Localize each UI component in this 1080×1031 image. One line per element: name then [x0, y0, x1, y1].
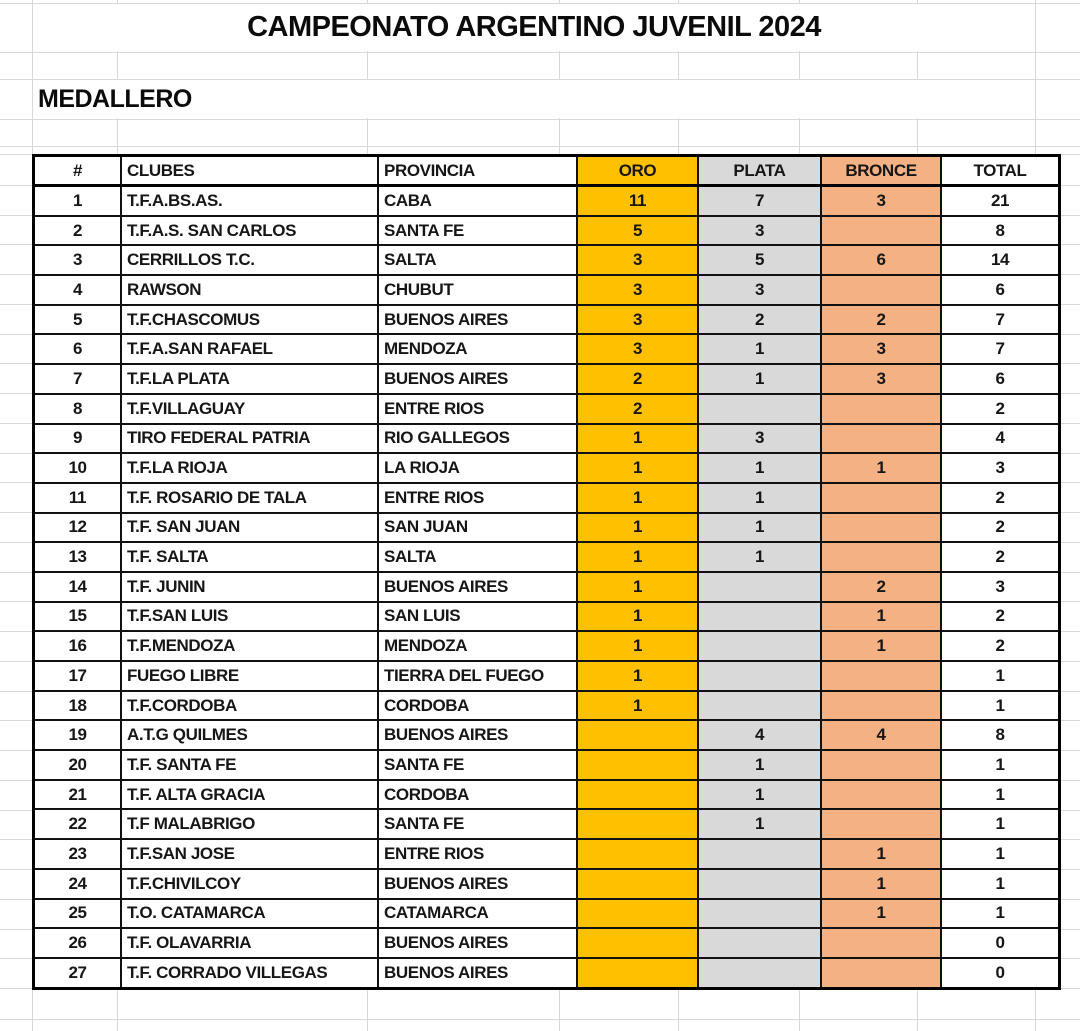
gridline — [0, 146, 1080, 147]
table-row — [34, 513, 1060, 543]
cell-provincia[interactable]: SALTA — [378, 245, 577, 275]
cell-plata[interactable]: 5 — [698, 245, 821, 275]
cell-oro[interactable]: 1 — [577, 572, 698, 602]
section-label: MEDALLERO — [38, 84, 192, 113]
cell-bronce[interactable] — [821, 780, 941, 810]
cell-provincia[interactable]: CATAMARCA — [378, 899, 577, 929]
cell-rank[interactable]: 17 — [34, 661, 122, 691]
cell-bronce[interactable]: 1 — [821, 453, 941, 483]
cell-club[interactable]: T.F. SALTA — [121, 542, 378, 572]
cell-bronce[interactable]: 2 — [821, 305, 941, 335]
cell-total[interactable]: 3 — [941, 453, 1060, 483]
cell-bronce[interactable] — [821, 275, 941, 305]
table-row — [34, 958, 1060, 988]
cell-rank[interactable]: 3 — [34, 245, 122, 275]
cell-total[interactable]: 4 — [941, 424, 1060, 454]
cell-plata[interactable] — [698, 661, 821, 691]
table-row — [34, 394, 1060, 424]
cell-total[interactable]: 1 — [941, 661, 1060, 691]
cell-oro[interactable]: 5 — [577, 216, 698, 246]
header-cell-provincia[interactable]: PROVINCIA — [378, 156, 577, 186]
cell-provincia[interactable]: MENDOZA — [378, 334, 577, 364]
cell-plata[interactable] — [698, 691, 821, 721]
cell-bronce[interactable] — [821, 691, 941, 721]
cell-provincia[interactable]: CORDOBA — [378, 691, 577, 721]
cell-bronce[interactable] — [821, 394, 941, 424]
cell-bronce[interactable]: 3 — [821, 186, 941, 216]
cell-rank[interactable]: 22 — [34, 809, 122, 839]
cell-rank[interactable]: 23 — [34, 839, 122, 869]
table-row — [34, 334, 1060, 364]
cell-oro[interactable]: 3 — [577, 305, 698, 335]
cell-club[interactable]: T.F. SAN JUAN — [121, 513, 378, 543]
cell-provincia[interactable]: SAN LUIS — [378, 602, 577, 632]
cell-provincia[interactable]: CABA — [378, 186, 577, 216]
cell-oro[interactable] — [577, 750, 698, 780]
cell-oro[interactable]: 3 — [577, 245, 698, 275]
header-cell-bronce[interactable]: BRONCE — [821, 156, 941, 186]
gridline — [0, 1019, 1080, 1020]
cell-club[interactable]: T.F.SAN LUIS — [121, 602, 378, 632]
table-row — [34, 483, 1060, 513]
cell-total[interactable]: 7 — [941, 305, 1060, 335]
cell-rank[interactable]: 20 — [34, 750, 122, 780]
cell-plata[interactable]: 1 — [698, 483, 821, 513]
header-cell-total[interactable]: TOTAL — [941, 156, 1060, 186]
header-cell-plata[interactable]: PLATA — [698, 156, 821, 186]
cell-club[interactable]: T.F. SANTA FE — [121, 750, 378, 780]
cell-oro[interactable]: 2 — [577, 364, 698, 394]
cell-total[interactable]: 1 — [941, 869, 1060, 899]
cell-provincia[interactable]: SANTA FE — [378, 216, 577, 246]
cell-bronce[interactable] — [821, 809, 941, 839]
table-row — [34, 542, 1060, 572]
table-row — [34, 899, 1060, 929]
header-row — [34, 156, 1060, 186]
header-cell-clubes[interactable]: CLUBES — [121, 156, 378, 186]
header-cell-rank[interactable]: # — [34, 156, 122, 186]
cell-provincia[interactable]: BUENOS AIRES — [378, 720, 577, 750]
cell-provincia[interactable]: ENTRE RIOS — [378, 839, 577, 869]
cell-rank[interactable]: 18 — [34, 691, 122, 721]
cell-club[interactable]: FUEGO LIBRE — [121, 661, 378, 691]
cell-bronce[interactable] — [821, 750, 941, 780]
table-row — [34, 572, 1060, 602]
cell-oro[interactable]: 3 — [577, 275, 698, 305]
cell-oro[interactable] — [577, 780, 698, 810]
cell-rank[interactable]: 6 — [34, 334, 122, 364]
cell-provincia[interactable]: BUENOS AIRES — [378, 869, 577, 899]
table-row — [34, 661, 1060, 691]
cell-bronce[interactable]: 1 — [821, 899, 941, 929]
cell-bronce[interactable]: 3 — [821, 364, 941, 394]
cell-plata[interactable] — [698, 869, 821, 899]
cell-plata[interactable] — [698, 899, 821, 929]
cell-provincia[interactable]: LA RIOJA — [378, 453, 577, 483]
cell-club[interactable]: T.F.CHASCOMUS — [121, 305, 378, 335]
gridline — [0, 52, 1080, 53]
cell-plata[interactable] — [698, 394, 821, 424]
table-row — [34, 691, 1060, 721]
cell-club[interactable]: T.F. ALTA GRACIA — [121, 780, 378, 810]
cell-total[interactable]: 2 — [941, 542, 1060, 572]
table-row — [34, 453, 1060, 483]
cell-total[interactable]: 3 — [941, 572, 1060, 602]
cell-oro[interactable] — [577, 899, 698, 929]
table-row — [34, 602, 1060, 632]
cell-club[interactable]: T.F.SAN JOSE — [121, 839, 378, 869]
cell-rank[interactable]: 16 — [34, 631, 122, 661]
cell-total[interactable]: 2 — [941, 483, 1060, 513]
cell-bronce[interactable] — [821, 216, 941, 246]
cell-club[interactable]: CERRILLOS T.C. — [121, 245, 378, 275]
cell-plata[interactable]: 1 — [698, 334, 821, 364]
cell-total[interactable]: 1 — [941, 839, 1060, 869]
cell-club[interactable]: T.F.LA RIOJA — [121, 453, 378, 483]
cell-total[interactable]: 2 — [941, 394, 1060, 424]
cell-oro[interactable]: 1 — [577, 631, 698, 661]
cell-plata[interactable]: 1 — [698, 542, 821, 572]
table-row — [34, 750, 1060, 780]
cell-club[interactable]: T.F.A.S. SAN CARLOS — [121, 216, 378, 246]
table-row — [34, 720, 1060, 750]
cell-bronce[interactable] — [821, 483, 941, 513]
cell-total[interactable]: 8 — [941, 216, 1060, 246]
cell-plata[interactable]: 7 — [698, 186, 821, 216]
section-label-cell[interactable] — [38, 80, 438, 118]
cell-plata[interactable] — [698, 631, 821, 661]
table-row — [34, 186, 1060, 216]
cell-bronce[interactable]: 1 — [821, 839, 941, 869]
cell-provincia[interactable]: ENTRE RIOS — [378, 394, 577, 424]
gridline — [0, 119, 1080, 120]
table-row — [34, 364, 1060, 394]
cell-oro[interactable]: 2 — [577, 394, 698, 424]
cell-rank[interactable]: 10 — [34, 453, 122, 483]
cell-provincia[interactable]: RIO GALLEGOS — [378, 424, 577, 454]
cell-rank[interactable]: 9 — [34, 424, 122, 454]
cell-plata[interactable]: 2 — [698, 305, 821, 335]
cell-rank[interactable]: 8 — [34, 394, 122, 424]
table-row — [34, 216, 1060, 246]
cell-rank[interactable]: 21 — [34, 780, 122, 810]
cell-plata[interactable] — [698, 839, 821, 869]
cell-provincia[interactable]: BUENOS AIRES — [378, 305, 577, 335]
table-row — [34, 928, 1060, 958]
cell-club[interactable]: T.F. JUNIN — [121, 572, 378, 602]
table-row — [34, 780, 1060, 810]
cell-rank[interactable]: 12 — [34, 513, 122, 543]
cell-club[interactable]: T.F.LA PLATA — [121, 364, 378, 394]
cell-total[interactable]: 0 — [941, 928, 1060, 958]
cell-bronce[interactable]: 3 — [821, 334, 941, 364]
cell-oro[interactable]: 1 — [577, 661, 698, 691]
sheet-title: CAMPEONATO ARGENTINO JUVENIL 2024 — [247, 11, 821, 43]
cell-provincia[interactable]: SANTA FE — [378, 750, 577, 780]
cell-plata[interactable]: 3 — [698, 216, 821, 246]
cell-bronce[interactable] — [821, 424, 941, 454]
cell-rank[interactable]: 11 — [34, 483, 122, 513]
cell-total[interactable]: 14 — [941, 245, 1060, 275]
cell-bronce[interactable]: 1 — [821, 631, 941, 661]
cell-club[interactable]: T.F.VILLAGUAY — [121, 394, 378, 424]
cell-total[interactable]: 1 — [941, 780, 1060, 810]
cell-provincia[interactable]: SANTA FE — [378, 809, 577, 839]
cell-bronce[interactable]: 2 — [821, 572, 941, 602]
table-row — [34, 631, 1060, 661]
cell-oro[interactable]: 1 — [577, 691, 698, 721]
cell-rank[interactable]: 4 — [34, 275, 122, 305]
cell-plata[interactable]: 1 — [698, 809, 821, 839]
cell-total[interactable]: 1 — [941, 899, 1060, 929]
table-row — [34, 839, 1060, 869]
cell-plata[interactable]: 1 — [698, 453, 821, 483]
cell-total[interactable]: 0 — [941, 958, 1060, 988]
cell-oro[interactable]: 1 — [577, 483, 698, 513]
cell-club[interactable]: TIRO FEDERAL PATRIA — [121, 424, 378, 454]
cell-bronce[interactable] — [821, 661, 941, 691]
cell-club[interactable]: T.F.MENDOZA — [121, 631, 378, 661]
cell-rank[interactable]: 25 — [34, 899, 122, 929]
cell-total[interactable]: 8 — [941, 720, 1060, 750]
cell-rank[interactable]: 7 — [34, 364, 122, 394]
cell-club[interactable]: T.F.A.SAN RAFAEL — [121, 334, 378, 364]
cell-oro[interactable]: 3 — [577, 334, 698, 364]
cell-club[interactable]: T.F. OLAVARRIA — [121, 928, 378, 958]
table-row — [34, 275, 1060, 305]
cell-club[interactable]: T.O. CATAMARCA — [121, 899, 378, 929]
cell-rank[interactable]: 19 — [34, 720, 122, 750]
cell-total[interactable]: 1 — [941, 691, 1060, 721]
cell-plata[interactable] — [698, 928, 821, 958]
cell-oro[interactable]: 1 — [577, 542, 698, 572]
cell-oro[interactable] — [577, 720, 698, 750]
cell-club[interactable]: T.F. ROSARIO DE TALA — [121, 483, 378, 513]
cell-club[interactable]: RAWSON — [121, 275, 378, 305]
cell-provincia[interactable]: TIERRA DEL FUEGO — [378, 661, 577, 691]
cell-club[interactable]: T.F.CORDOBA — [121, 691, 378, 721]
cell-oro[interactable] — [577, 809, 698, 839]
cell-plata[interactable]: 1 — [698, 780, 821, 810]
cell-provincia[interactable]: BUENOS AIRES — [378, 958, 577, 988]
cell-provincia[interactable]: CORDOBA — [378, 780, 577, 810]
cell-bronce[interactable]: 1 — [821, 602, 941, 632]
cell-rank[interactable]: 26 — [34, 928, 122, 958]
cell-oro[interactable] — [577, 958, 698, 988]
cell-oro[interactable]: 11 — [577, 186, 698, 216]
cell-bronce[interactable]: 1 — [821, 869, 941, 899]
cell-rank[interactable]: 5 — [34, 305, 122, 335]
cell-provincia[interactable]: SAN JUAN — [378, 513, 577, 543]
cell-oro[interactable] — [577, 869, 698, 899]
medal-table-grid — [32, 154, 1061, 990]
cell-plata[interactable] — [698, 958, 821, 988]
cell-oro[interactable]: 1 — [577, 453, 698, 483]
cell-rank[interactable]: 15 — [34, 602, 122, 632]
cell-rank[interactable]: 1 — [34, 186, 122, 216]
sheet-title-cell[interactable] — [33, 4, 1035, 51]
cell-rank[interactable]: 13 — [34, 542, 122, 572]
cell-provincia[interactable]: BUENOS AIRES — [378, 364, 577, 394]
table-row — [34, 305, 1060, 335]
cell-club[interactable]: T.F.A.BS.AS. — [121, 186, 378, 216]
cell-bronce[interactable] — [821, 928, 941, 958]
cell-club[interactable]: T.F MALABRIGO — [121, 809, 378, 839]
cell-plata[interactable] — [698, 602, 821, 632]
cell-plata[interactable]: 1 — [698, 750, 821, 780]
cell-rank[interactable]: 2 — [34, 216, 122, 246]
cell-oro[interactable]: 1 — [577, 424, 698, 454]
cell-plata[interactable]: 4 — [698, 720, 821, 750]
table-row — [34, 869, 1060, 899]
cell-club[interactable]: T.F.CHIVILCOY — [121, 869, 378, 899]
cell-bronce[interactable]: 4 — [821, 720, 941, 750]
table-row — [34, 809, 1060, 839]
medal-table — [32, 154, 1061, 990]
cell-total[interactable]: 2 — [941, 513, 1060, 543]
cell-bronce[interactable]: 6 — [821, 245, 941, 275]
cell-provincia[interactable]: BUENOS AIRES — [378, 572, 577, 602]
cell-bronce[interactable] — [821, 513, 941, 543]
cell-total[interactable]: 2 — [941, 602, 1060, 632]
cell-total[interactable]: 7 — [941, 334, 1060, 364]
cell-oro[interactable]: 1 — [577, 513, 698, 543]
cell-plata[interactable]: 1 — [698, 364, 821, 394]
medal-table-header — [34, 156, 1060, 186]
cell-rank[interactable]: 14 — [34, 572, 122, 602]
cell-provincia[interactable]: MENDOZA — [378, 631, 577, 661]
cell-plata[interactable]: 3 — [698, 275, 821, 305]
cell-oro[interactable] — [577, 839, 698, 869]
cell-total[interactable]: 21 — [941, 186, 1060, 216]
cell-rank[interactable]: 24 — [34, 869, 122, 899]
medal-table-body — [34, 186, 1060, 989]
cell-total[interactable]: 6 — [941, 364, 1060, 394]
cell-bronce[interactable] — [821, 958, 941, 988]
cell-total[interactable]: 1 — [941, 809, 1060, 839]
cell-total[interactable]: 6 — [941, 275, 1060, 305]
cell-rank[interactable]: 27 — [34, 958, 122, 988]
cell-total[interactable]: 2 — [941, 631, 1060, 661]
cell-provincia[interactable]: BUENOS AIRES — [378, 928, 577, 958]
cell-provincia[interactable]: ENTRE RIOS — [378, 483, 577, 513]
cell-club[interactable]: A.T.G QUILMES — [121, 720, 378, 750]
table-row — [34, 245, 1060, 275]
cell-provincia[interactable]: CHUBUT — [378, 275, 577, 305]
cell-plata[interactable]: 3 — [698, 424, 821, 454]
table-row — [34, 424, 1060, 454]
cell-plata[interactable]: 1 — [698, 513, 821, 543]
cell-total[interactable]: 1 — [941, 750, 1060, 780]
header-cell-oro[interactable]: ORO — [577, 156, 698, 186]
cell-oro[interactable] — [577, 928, 698, 958]
cell-plata[interactable] — [698, 572, 821, 602]
cell-club[interactable]: T.F. CORRADO VILLEGAS — [121, 958, 378, 988]
cell-provincia[interactable]: SALTA — [378, 542, 577, 572]
cell-bronce[interactable] — [821, 542, 941, 572]
cell-oro[interactable]: 1 — [577, 602, 698, 632]
